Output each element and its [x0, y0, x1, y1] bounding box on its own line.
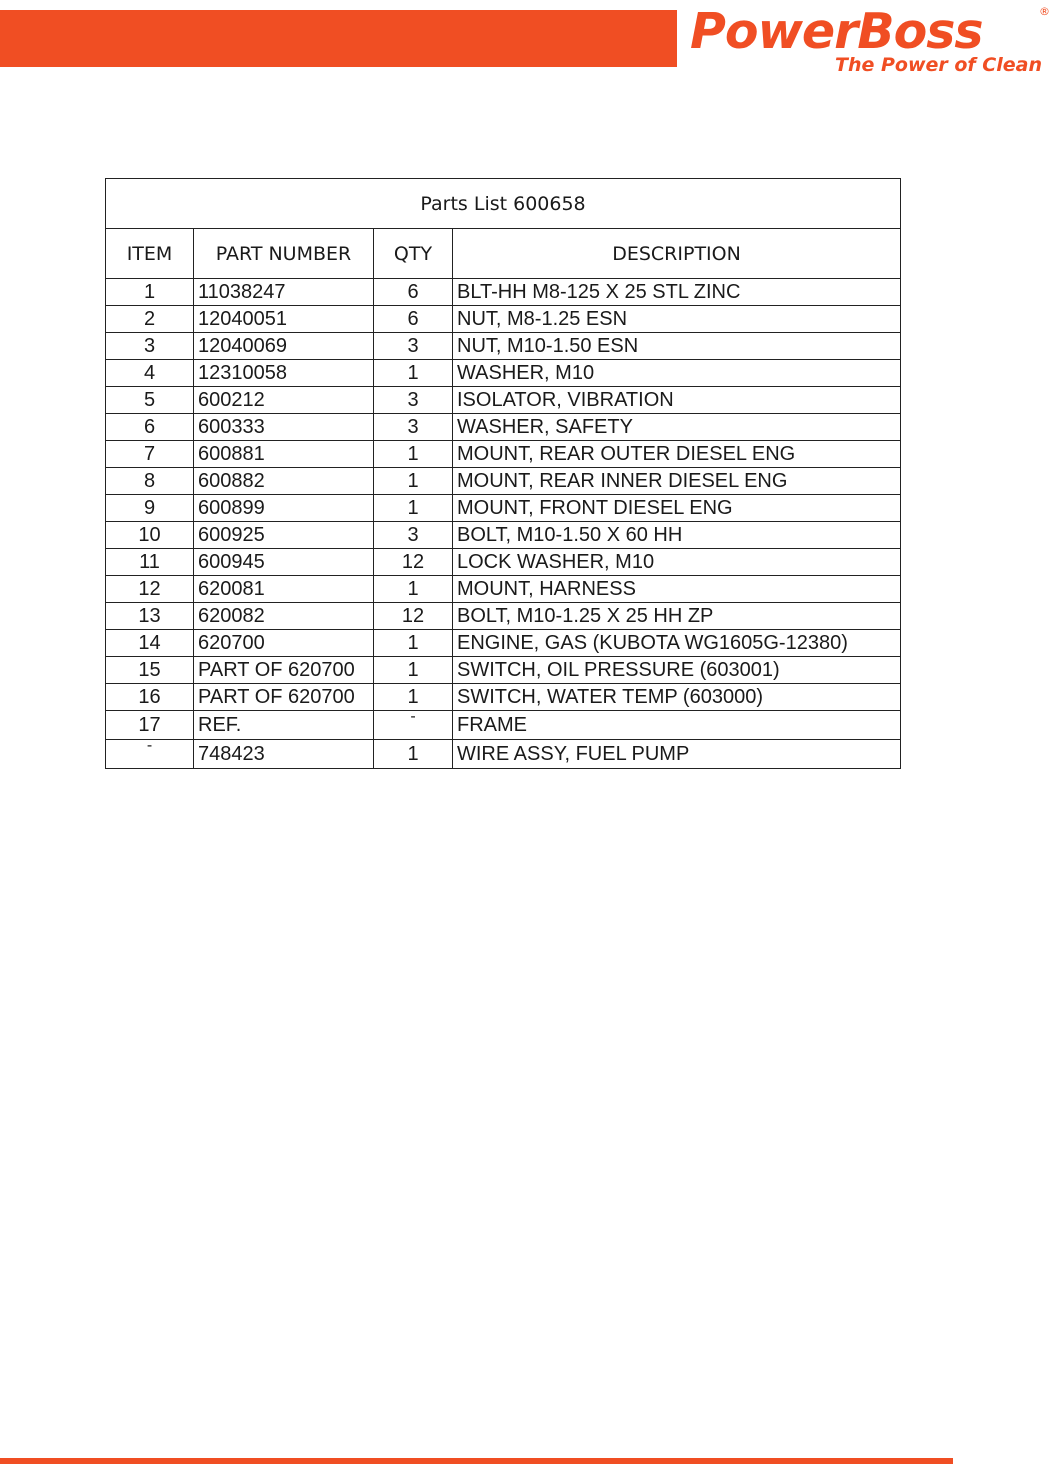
- part-number-cell-text: PART OF 620700: [198, 659, 355, 681]
- description-cell-text: WASHER, SAFETY: [457, 416, 633, 438]
- part-number-cell: [194, 333, 374, 360]
- description-cell: [453, 387, 901, 414]
- logo-wordmark: PowerBoss: [690, 3, 983, 60]
- item-cell-text: 11: [139, 551, 160, 573]
- table-row: [106, 711, 901, 740]
- part-number-cell-text: PART OF 620700: [198, 686, 355, 708]
- table-row: [106, 441, 901, 468]
- description-cell: [453, 279, 901, 306]
- qty-cell-text: 1: [407, 443, 419, 465]
- item-cell: [106, 495, 194, 522]
- description-cell: [453, 306, 901, 333]
- item-cell-text: 5: [143, 389, 156, 411]
- table-row: [106, 333, 901, 360]
- parts-list-table: [105, 178, 901, 769]
- qty-cell: [374, 414, 453, 441]
- logo-tagline: The Power of Clean: [834, 54, 1042, 76]
- description-cell-text: BOLT, M10-1.25 X 25 HH ZP: [457, 605, 714, 627]
- description-cell: [453, 711, 901, 740]
- qty-cell: [374, 549, 453, 576]
- qty-cell-text: 1: [407, 497, 419, 519]
- item-cell-text: 17: [138, 714, 161, 736]
- qty-cell: [374, 603, 453, 630]
- item-cell-text: 4: [143, 362, 156, 384]
- description-cell-text: WASHER, M10: [457, 362, 595, 384]
- description-cell: [453, 549, 901, 576]
- description-cell-text: BLT-HH M8-125 X 25 STL ZINC: [457, 281, 741, 303]
- item-cell: [106, 740, 194, 769]
- item-cell: [106, 306, 194, 333]
- qty-cell: [374, 333, 453, 360]
- column-header-description: DESCRIPTION: [453, 229, 901, 279]
- header-color-bar: [0, 10, 677, 67]
- part-number-cell: [194, 630, 374, 657]
- part-number-cell: [194, 657, 374, 684]
- description-cell-text: MOUNT, FRONT DIESEL ENG: [457, 497, 733, 519]
- part-number-cell: [194, 711, 374, 740]
- table-row: [106, 657, 901, 684]
- part-number-cell-text: REF.: [198, 714, 242, 736]
- table-row: [106, 468, 901, 495]
- qty-cell: [374, 740, 453, 769]
- qty-cell-text: 1: [407, 632, 419, 654]
- logo-registered-mark: ®: [1039, 5, 1050, 18]
- item-cell: [106, 414, 194, 441]
- item-cell: [106, 657, 194, 684]
- part-number-cell: [194, 684, 374, 711]
- item-cell: [106, 576, 194, 603]
- column-header-qty: QTY: [374, 229, 453, 279]
- part-number-cell-text: 620700: [198, 632, 265, 654]
- column-header-part-number: PART NUMBER: [194, 229, 374, 279]
- qty-cell-text: 6: [407, 281, 419, 303]
- description-cell: [453, 576, 901, 603]
- qty-cell: [374, 657, 453, 684]
- part-number-cell-text: 600882: [198, 470, 265, 492]
- part-number-cell: [194, 740, 374, 769]
- item-cell-text: 14: [138, 632, 161, 654]
- item-cell: [106, 522, 194, 549]
- qty-cell: [374, 711, 453, 740]
- item-cell-text: 16: [138, 686, 161, 708]
- item-cell: [106, 468, 194, 495]
- description-cell: [453, 657, 901, 684]
- part-number-cell: [194, 414, 374, 441]
- part-number-cell: [194, 441, 374, 468]
- qty-cell-text: 1: [407, 686, 419, 708]
- item-cell-text: 3: [143, 335, 156, 357]
- parts-list-title: Parts List 600658: [106, 179, 901, 229]
- item-cell-text: 7: [143, 443, 156, 465]
- qty-cell: [374, 279, 453, 306]
- part-number-cell-text: 12040069: [198, 335, 287, 357]
- table-row: [106, 414, 901, 441]
- part-number-cell-text: 748423: [198, 743, 265, 765]
- table-row: [106, 549, 901, 576]
- qty-cell-text: 12: [401, 605, 425, 627]
- part-number-cell: [194, 522, 374, 549]
- part-number-cell: [194, 603, 374, 630]
- qty-cell: [374, 360, 453, 387]
- item-cell: [106, 387, 194, 414]
- item-cell: [106, 630, 194, 657]
- description-cell-text: MOUNT, REAR INNER DIESEL ENG: [457, 470, 788, 492]
- item-cell-text: 15: [138, 659, 161, 681]
- part-number-cell: [194, 360, 374, 387]
- part-number-cell-text: 600899: [198, 497, 265, 519]
- item-cell-text: 10: [138, 524, 161, 546]
- description-cell: [453, 603, 901, 630]
- part-number-cell-text: 11038247: [198, 281, 286, 303]
- powerboss-logo: [690, 4, 1052, 76]
- description-cell: [453, 468, 901, 495]
- description-cell-text: ISOLATOR, VIBRATION: [457, 389, 674, 411]
- part-number-cell-text: 600925: [198, 524, 265, 546]
- description-cell-text: MOUNT, REAR OUTER DIESEL ENG: [457, 443, 796, 465]
- description-cell-text: BOLT, M10-1.50 X 60 HH: [457, 524, 683, 546]
- part-number-cell: [194, 576, 374, 603]
- qty-cell: [374, 306, 453, 333]
- qty-cell-text: 1: [407, 743, 419, 765]
- part-number-cell: [194, 306, 374, 333]
- qty-cell-text: -: [410, 710, 416, 725]
- part-number-cell-text: 620081: [198, 578, 265, 600]
- part-number-cell-text: 600212: [198, 389, 265, 411]
- parts-list-body: [106, 279, 901, 769]
- qty-cell: [374, 576, 453, 603]
- qty-cell: [374, 468, 453, 495]
- description-cell-text: ENGINE, GAS (KUBOTA WG1605G-12380): [457, 632, 848, 654]
- part-number-cell: [194, 387, 374, 414]
- item-cell: [106, 603, 194, 630]
- part-number-cell: [194, 495, 374, 522]
- part-number-cell: [194, 549, 374, 576]
- description-cell: [453, 630, 901, 657]
- description-cell-text: FRAME: [457, 714, 527, 736]
- description-cell-text: WIRE ASSY, FUEL PUMP: [457, 743, 690, 765]
- footer-color-bar: [0, 1458, 953, 1464]
- part-number-cell: [194, 468, 374, 495]
- item-cell-text: -: [146, 739, 153, 754]
- part-number-cell-text: 620082: [198, 605, 265, 627]
- table-row: [106, 522, 901, 549]
- item-cell-text: 6: [143, 416, 156, 438]
- description-cell-text: SWITCH, OIL PRESSURE (603001): [457, 659, 780, 681]
- item-cell: [106, 279, 194, 306]
- item-cell-text: 8: [143, 470, 156, 492]
- description-cell-text: LOCK WASHER, M10: [457, 551, 655, 573]
- item-cell-text: 12: [138, 578, 161, 600]
- qty-cell-text: 6: [407, 308, 419, 330]
- description-cell: [453, 522, 901, 549]
- table-row: [106, 740, 901, 769]
- table-row: [106, 279, 901, 306]
- table-row: [106, 360, 901, 387]
- qty-cell-text: 1: [407, 659, 419, 681]
- qty-cell-text: 3: [407, 524, 419, 546]
- description-cell: [453, 684, 901, 711]
- item-cell: [106, 360, 194, 387]
- item-cell: [106, 684, 194, 711]
- item-cell: [106, 711, 194, 740]
- table-row: [106, 630, 901, 657]
- item-cell-text: 9: [143, 497, 156, 519]
- item-cell-text: 13: [138, 605, 161, 627]
- qty-cell: [374, 387, 453, 414]
- table-row: [106, 603, 901, 630]
- part-number-cell-text: 600945: [198, 551, 265, 573]
- part-number-cell: [194, 279, 374, 306]
- qty-cell-text: 3: [407, 416, 419, 438]
- table-row: [106, 495, 901, 522]
- description-cell: [453, 360, 901, 387]
- qty-cell-text: 1: [407, 578, 419, 600]
- description-cell: [453, 414, 901, 441]
- table-row: [106, 387, 901, 414]
- qty-cell-text: 3: [407, 335, 419, 357]
- qty-cell-text: 1: [407, 362, 419, 384]
- qty-cell-text: 3: [407, 389, 419, 411]
- qty-cell: [374, 630, 453, 657]
- description-cell-text: MOUNT, HARNESS: [457, 578, 636, 600]
- item-cell: [106, 549, 194, 576]
- description-cell: [453, 495, 901, 522]
- qty-cell-text: 1: [407, 470, 419, 492]
- part-number-cell-text: 12310058: [198, 362, 287, 384]
- part-number-cell-text: 12040051: [198, 308, 287, 330]
- item-cell-text: 1: [143, 281, 156, 303]
- item-cell-text: 2: [143, 308, 156, 330]
- table-row: [106, 576, 901, 603]
- description-cell-text: NUT, M8-1.25 ESN: [457, 308, 628, 330]
- qty-cell: [374, 684, 453, 711]
- part-number-cell-text: 600333: [198, 416, 265, 438]
- item-cell: [106, 441, 194, 468]
- qty-cell: [374, 522, 453, 549]
- qty-cell-text: 12: [401, 551, 425, 573]
- item-cell: [106, 333, 194, 360]
- description-cell: [453, 333, 901, 360]
- description-cell-text: NUT, M10-1.50 ESN: [457, 335, 639, 357]
- qty-cell: [374, 441, 453, 468]
- part-number-cell-text: 600881: [198, 443, 265, 465]
- description-cell-text: SWITCH, WATER TEMP (603000): [457, 686, 763, 708]
- description-cell: [453, 740, 901, 769]
- description-cell: [453, 441, 901, 468]
- table-row: [106, 306, 901, 333]
- qty-cell: [374, 495, 453, 522]
- column-header-item: ITEM: [106, 229, 194, 279]
- table-row: [106, 684, 901, 711]
